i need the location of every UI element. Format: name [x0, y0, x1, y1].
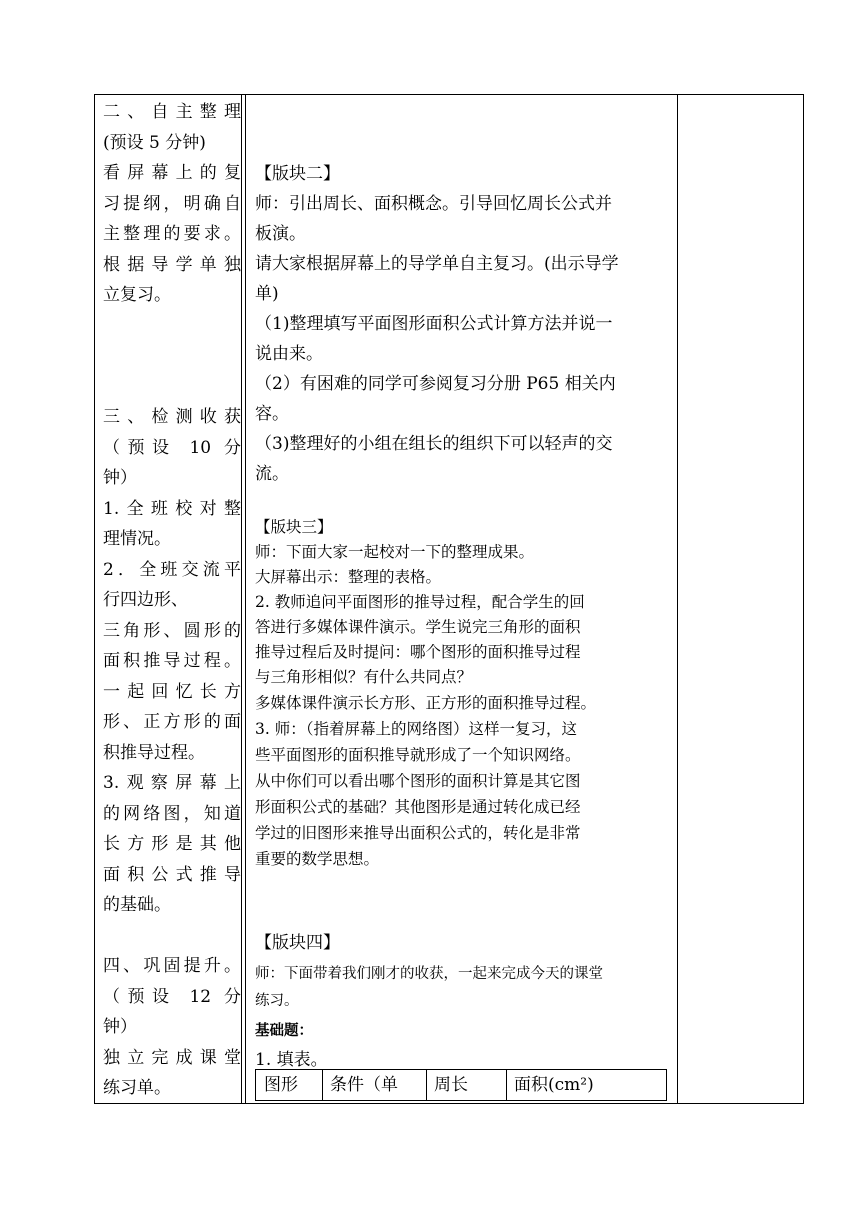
block4-line: 练习。 [255, 993, 299, 1009]
block2-line: 说由来。 [255, 344, 323, 364]
block4-line: 师：下面带着我们刚才的收获，一起来完成今天的课堂 [255, 966, 603, 982]
block3-line: 形面积公式的基础？其他图形是通过转化成已经 [255, 798, 581, 816]
activity-line [103, 341, 241, 372]
block3-line: 与三角形相似？有什么共同点？ [255, 668, 473, 686]
block2-line: 板演。 [255, 224, 306, 244]
block3-line: 从中你们可以看出哪个图形的面积计算是其它图 [255, 772, 581, 790]
activity-line: 的基础。 [103, 895, 171, 915]
block2-line: （2）有困难的同学可参阅复习分册 P65 相关内 [255, 374, 616, 394]
activity-line: 理情况。 [103, 529, 171, 549]
fill-table-instruction: 1. 填表。 [255, 1050, 328, 1070]
activity-line: 练习单。 [103, 1078, 171, 1098]
table-header-cell: 周长 [434, 1075, 468, 1095]
lesson-plan-table [94, 94, 804, 1104]
activity-line: 行四边形、 [103, 590, 188, 610]
table-header-cell: 条件（单 [330, 1075, 398, 1095]
block2-line: 师：引出周长、面积概念。引导回忆周长公式并 [255, 194, 612, 214]
block2-line: （1)整理填写平面图形面积公式计算方法并说一 [255, 314, 613, 334]
activity-line: 钟） [103, 468, 137, 488]
column-divider-1 [241, 95, 242, 1103]
activity-line: 主整理的要求。 [103, 224, 241, 244]
column-divider-1b [245, 95, 246, 1103]
activity-line [103, 311, 241, 342]
activity-line: 积推导过程。 [103, 742, 205, 763]
activity-line: 面积推导过程。 [103, 651, 241, 671]
block2-line: 单) [255, 284, 279, 304]
activity-line: 习提纲，明确自 [103, 193, 241, 214]
activity-line: 2．全班交流平 [103, 559, 241, 580]
block2-line: 容。 [255, 404, 289, 424]
activity-line [103, 921, 241, 952]
block3-line: 重要的数学思想。 [255, 850, 380, 868]
activity-line: 长方形是其他 [103, 834, 241, 854]
activity-line: （预设 12 分 [103, 986, 241, 1007]
block3-line: 师：下面大家一起校对一下的整理成果。 [255, 543, 535, 561]
activity-line: 面积公式推导 [103, 864, 241, 885]
block2-line: 请大家根据屏幕上的导学单自主复习。(出示导学 [255, 254, 619, 274]
activity-line: 三角形、圆形的 [103, 620, 241, 641]
activity-line: 钟） [103, 1017, 137, 1037]
activity-line: 3.观察屏幕上 [103, 773, 241, 793]
block3-line: 多媒体课件演示长方形、正方形的面积推导过程。 [255, 694, 597, 712]
block3-line: 3. 师：（指着屏幕上的网络图）这样一复习，这 [255, 720, 577, 738]
student-activity-column [103, 97, 241, 1104]
block3-heading: 【版块三】 [255, 518, 333, 536]
block3-line: 些平面图形的面积推导就形成了一个知识网络。 [255, 746, 581, 764]
block2-line: 流。 [255, 464, 289, 484]
block3-line: 答进行多媒体课件演示。学生说完三角形的面积 [255, 618, 581, 636]
block4-heading: 【版块四】 [255, 933, 340, 953]
activity-line: 根据导学单独 [103, 254, 241, 275]
activity-line: 二、自主整理 [103, 102, 241, 122]
block2-line: （3)整理好的小组在组长的组织下可以轻声的交 [255, 434, 613, 454]
activity-line: （预设 10 分 [103, 437, 241, 458]
block3-line: 2. 教师追问平面图形的推导过程，配合学生的回 [255, 593, 585, 611]
block2-heading: 【版块二】 [255, 164, 340, 184]
fill-in-table [255, 1069, 667, 1101]
table-header-cell: 面积(cm²) [514, 1075, 594, 1095]
activity-line: 三、检测收获 [103, 407, 241, 427]
activity-line: 形、正方形的面 [103, 712, 241, 732]
activity-line: 立复习。 [103, 285, 171, 305]
column-divider-2 [677, 95, 678, 1103]
activity-line [103, 372, 241, 403]
block3-line: 推导过程后及时提问：哪个图形的面积推导过程 [255, 643, 581, 661]
activity-line: 的网络图，知道 [103, 803, 241, 824]
block3-line: 学过的旧图形来推导出面积公式的，转化是非常 [255, 824, 581, 842]
block3-line: 大屏幕出示：整理的表格。 [255, 568, 442, 586]
activity-line: 1.全班校对整 [103, 498, 241, 519]
basic-questions-label: 基础题： [255, 1022, 313, 1039]
activity-line: 四、巩固提升。 [103, 956, 241, 976]
activity-line: 一起回忆长方 [103, 681, 241, 702]
activity-line: (预设 5 分钟) [103, 132, 206, 153]
activity-line: 看屏幕上的复 [103, 163, 241, 183]
table-header-cell: 图形 [264, 1075, 298, 1095]
activity-line: 独立完成课堂 [103, 1047, 241, 1068]
